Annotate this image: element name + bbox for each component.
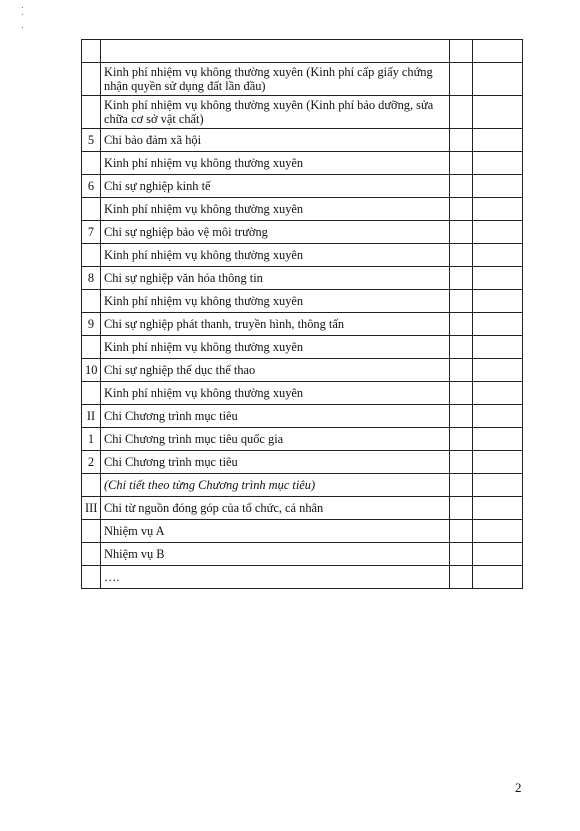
row-description-cell: Kinh phí nhiệm vụ không thường xuyên (101, 152, 450, 175)
table-row (82, 221, 523, 244)
table-row (82, 405, 523, 428)
empty-value-cell (450, 244, 473, 267)
row-description-cell: Chi bảo đảm xã hội (101, 129, 450, 152)
scan-mark (22, 14, 23, 15)
row-number-cell (82, 244, 101, 267)
row-number-cell: 6 (82, 175, 101, 198)
row-number-cell (82, 63, 101, 96)
empty-value-cell (450, 474, 473, 497)
scan-mark (22, 27, 23, 28)
table-row (82, 382, 523, 405)
row-number-cell: 1 (82, 428, 101, 451)
empty-value-cell (473, 175, 523, 198)
row-description-cell: Chi Chương trình mục tiêu (101, 405, 450, 428)
budget-table (81, 39, 523, 589)
row-number-cell (82, 336, 101, 359)
row-description-cell: Kinh phí nhiệm vụ không thường xuyên (Kinh phí bảo dưỡng, sửa chữa cơ sở vật chất) (101, 96, 450, 129)
empty-value-cell (450, 405, 473, 428)
row-number-cell: III (82, 497, 101, 520)
table-row (82, 175, 523, 198)
empty-value-cell (473, 359, 523, 382)
empty-value-cell (450, 198, 473, 221)
empty-value-cell (473, 451, 523, 474)
empty-value-cell (473, 428, 523, 451)
table-row (82, 290, 523, 313)
table-row (82, 474, 523, 497)
row-description-cell: Kinh phí nhiệm vụ không thường xuyên (101, 290, 450, 313)
empty-value-cell (450, 40, 473, 63)
empty-value-cell (473, 267, 523, 290)
empty-value-cell (450, 313, 473, 336)
empty-value-cell (473, 566, 523, 589)
empty-value-cell (473, 474, 523, 497)
row-number-cell: 2 (82, 451, 101, 474)
row-number-cell (82, 520, 101, 543)
row-description-cell: Chi sự nghiệp phát thanh, truyền hình, thông tấn (101, 313, 450, 336)
empty-value-cell (450, 267, 473, 290)
scan-mark (22, 7, 23, 8)
row-description-cell: Chi sự nghiệp bảo vệ môi trường (101, 221, 450, 244)
empty-value-cell (450, 543, 473, 566)
empty-value-cell (473, 290, 523, 313)
empty-value-cell (473, 336, 523, 359)
row-number-cell (82, 566, 101, 589)
row-description-cell: Chi Chương trình mục tiêu quốc gia (101, 428, 450, 451)
row-number-cell (82, 96, 101, 129)
empty-value-cell (473, 198, 523, 221)
row-number-cell (82, 198, 101, 221)
row-description-cell: Kinh phí nhiệm vụ không thường xuyên (101, 336, 450, 359)
empty-value-cell (473, 221, 523, 244)
row-description-cell: Chi sự nghiệp văn hóa thông tin (101, 267, 450, 290)
table-row (82, 497, 523, 520)
empty-value-cell (450, 520, 473, 543)
empty-value-cell (450, 451, 473, 474)
empty-value-cell (450, 152, 473, 175)
row-description-cell: Chi sự nghiệp thể dục thể thao (101, 359, 450, 382)
empty-value-cell (473, 152, 523, 175)
empty-value-cell (473, 497, 523, 520)
row-description-cell: (Chi tiết theo từng Chương trình mục tiêu) (101, 474, 450, 497)
table-row (82, 336, 523, 359)
row-number-cell (82, 474, 101, 497)
empty-value-cell (450, 221, 473, 244)
row-description-cell: Kinh phí nhiệm vụ không thường xuyên (101, 382, 450, 405)
row-description-cell: Chi sự nghiệp kinh tế (101, 175, 450, 198)
table-row (82, 244, 523, 267)
row-number-cell (82, 382, 101, 405)
empty-value-cell (450, 566, 473, 589)
budget-table-body (82, 40, 523, 589)
table-row (82, 451, 523, 474)
row-number-cell: 9 (82, 313, 101, 336)
empty-value-cell (473, 313, 523, 336)
empty-value-cell (473, 520, 523, 543)
row-number-cell: 10 (82, 359, 101, 382)
row-description-cell: Kinh phí nhiệm vụ không thường xuyên (101, 244, 450, 267)
empty-value-cell (450, 382, 473, 405)
empty-value-cell (473, 40, 523, 63)
row-number-cell (82, 152, 101, 175)
row-description-cell (101, 40, 450, 63)
empty-value-cell (473, 405, 523, 428)
row-description-cell: Nhiệm vụ B (101, 543, 450, 566)
row-number-cell: II (82, 405, 101, 428)
table-row (82, 313, 523, 336)
table-row (82, 428, 523, 451)
row-description-cell: Chi Chương trình mục tiêu (101, 451, 450, 474)
table-row (82, 63, 523, 96)
empty-value-cell (450, 290, 473, 313)
row-description-cell: Nhiệm vụ A (101, 520, 450, 543)
empty-value-cell (473, 382, 523, 405)
empty-value-cell (473, 96, 523, 129)
empty-value-cell (450, 336, 473, 359)
table-row (82, 543, 523, 566)
page-number: 2 (515, 780, 522, 795)
empty-value-cell (450, 497, 473, 520)
empty-value-cell (473, 543, 523, 566)
row-description-cell: …. (101, 566, 450, 589)
row-number-cell (82, 543, 101, 566)
table-row (82, 520, 523, 543)
empty-value-cell (450, 63, 473, 96)
empty-value-cell (450, 96, 473, 129)
table-row (82, 359, 523, 382)
table-row (82, 267, 523, 290)
table-row (82, 40, 523, 63)
row-number-cell (82, 40, 101, 63)
empty-value-cell (450, 175, 473, 198)
empty-value-cell (450, 428, 473, 451)
row-description-cell: Chi từ nguồn đóng góp của tổ chức, cá nhân (101, 497, 450, 520)
table-row (82, 198, 523, 221)
empty-value-cell (473, 244, 523, 267)
empty-value-cell (473, 129, 523, 152)
table-row (82, 129, 523, 152)
table-row (82, 96, 523, 129)
empty-value-cell (450, 129, 473, 152)
empty-value-cell (473, 63, 523, 96)
row-description-cell: Kinh phí nhiệm vụ không thường xuyên (Kinh phí cấp giấy chứng nhận quyền sử dụng đất lần đầu) (101, 63, 450, 96)
empty-value-cell (450, 359, 473, 382)
row-number-cell: 8 (82, 267, 101, 290)
row-number-cell: 5 (82, 129, 101, 152)
row-description-cell: Kinh phí nhiệm vụ không thường xuyên (101, 198, 450, 221)
row-number-cell: 7 (82, 221, 101, 244)
row-number-cell (82, 290, 101, 313)
table-row (82, 152, 523, 175)
table-row (82, 566, 523, 589)
